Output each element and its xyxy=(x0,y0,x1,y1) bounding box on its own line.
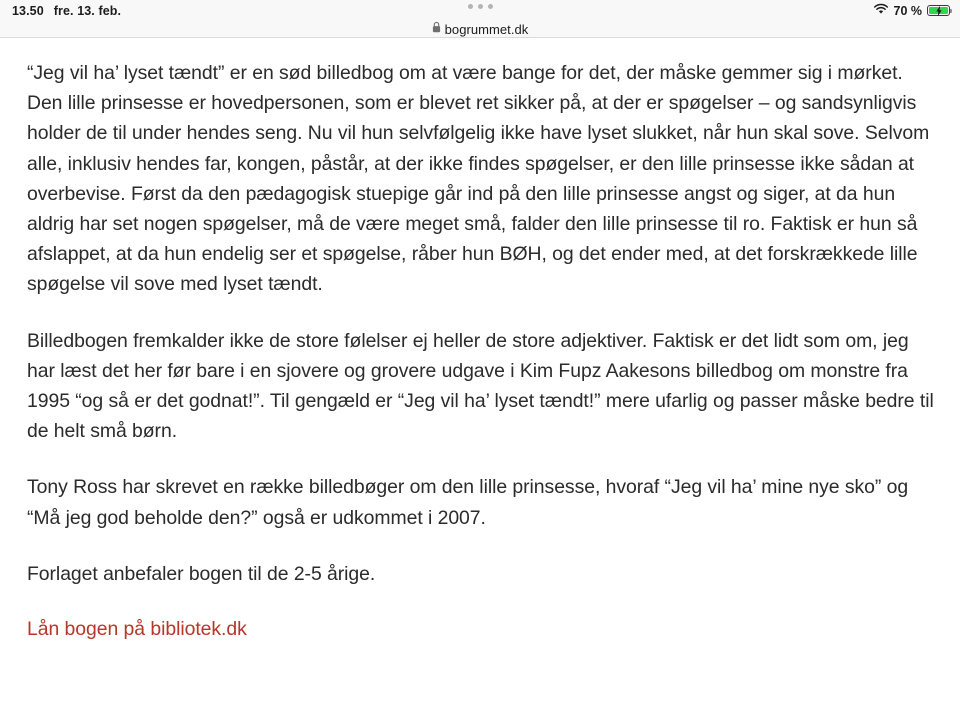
url-text: bogrummet.dk xyxy=(444,22,529,37)
status-bar-left xyxy=(12,4,121,18)
library-loan-link[interactable]: Lån bogen på bibliotek.dk xyxy=(27,618,247,641)
article-paragraph-2: Billedbogen fremkalder ikke de store følelser ej heller de store adjektiver. Faktisk er det lidt som om, jeg har læst det her før bare i en sjovere og grovere udgave i Kim Fupz Aakesons billedbog om monstre fra 1995 “og så er det godnat!”. Til gengæld er “Jeg vil ha’ lyset tændt!” mere ufarlig og passer måske bedre til de helt små børn. xyxy=(27,329,934,443)
battery-percent-label: 70 % xyxy=(893,3,922,18)
status-bar-right xyxy=(873,3,951,18)
status-date: fre. 13. feb. xyxy=(53,3,122,18)
article-body xyxy=(27,38,934,644)
tab-dot xyxy=(468,4,473,9)
tab-overview-dots-icon xyxy=(0,4,960,9)
page-content xyxy=(0,38,960,644)
status-bar xyxy=(0,0,960,21)
library-link-line xyxy=(27,614,934,644)
address-bar[interactable] xyxy=(0,21,960,38)
lock-icon xyxy=(432,20,441,38)
status-time: 13.50 xyxy=(12,3,44,18)
tab-dot xyxy=(488,4,493,9)
article-paragraph-1: “Jeg vil ha’ lyset tændt” er en sød billedbog om at være bange for det, der måske gemmer sig i mørket. Den lille prinsesse er hovedpersonen, som er blevet ret sikker på, at der er spøgelser – og sandsynligvis holder de til under hendes seng. Nu vil hun selvfølgelig ikke have lyset slukket, når hun skal sove. Selvom alle, inklusiv hendes far, kongen, påstår, at der ikke findes spøgelser, er den lille prinsesse ikke sådan at overbevise. Først da den pædagogisk stuepige går ind på den lille prinsesse angst og siger, at da hun aldrig har set nogen spøgelser, må de være meget små, falder den lille prinsesse til ro. Faktisk er hun så afslappet, at da hun endelig ser et spøgelse, råber hun BØH, og det ender med, at det forskrækkede lille spøgelse vil sove med lyset tændt. xyxy=(27,62,930,296)
browser-chrome xyxy=(0,0,960,38)
article-paragraph-4: Forlaget anbefaler bogen til de 2-5 årige. xyxy=(27,562,376,585)
article-paragraph-3: Tony Ross har skrevet en række billedbøger om den lille prinsesse, hvoraf “Jeg vil ha’ mine nye sko” og “Må jeg god beholde den?” også er udkommet i 2007. xyxy=(27,476,909,529)
tab-dot xyxy=(478,4,483,9)
wifi-icon xyxy=(873,3,889,18)
battery-charging-icon xyxy=(927,5,950,17)
